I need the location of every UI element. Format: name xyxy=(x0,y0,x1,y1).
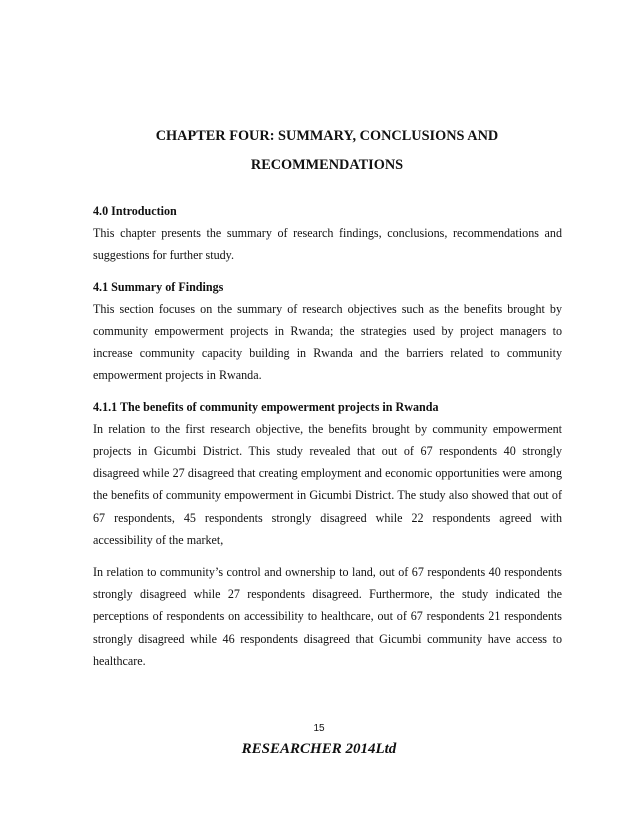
summary-paragraph: This section focuses on the summary of research objectives such as the benefits brought by community empowerment projects in Rwanda; the strategies used by project managers to increase community capacity building in Rwanda and the barriers related to community empowerment projects in Rwanda. xyxy=(93,301,562,383)
benefits-heading: 4.1.1 The benefits of community empowerment projects in Rwanda xyxy=(93,399,439,414)
page-number: 15 xyxy=(313,723,325,734)
chapter-title-line1: CHAPTER FOUR: SUMMARY, CONCLUSIONS AND xyxy=(155,128,499,144)
summary-heading: 4.1 Summary of Findings xyxy=(93,279,224,294)
intro-paragraph: This chapter presents the summary of research findings, conclusions, recommendations and suggestions for further study. xyxy=(93,226,562,263)
benefits-paragraph-1: In relation to the first research objective, the benefits brought by community empowerment projects in Gicumbi District. This study revealed that out of 67 respondents 40 strongly disagreed while 27 disagreed that creating employment and economic opportunities were among the benefits of community empowerment in Gicumbi District. The study also showed that out of 67 respondents, 45 respondents strongly disagreed while 22 respondents agreed with accessibility of the market, xyxy=(93,421,562,547)
chapter-title xyxy=(80,122,574,180)
benefits-paragraph-2: In relation to community’s control and ownership to land, out of 67 respondents 40 respondents strongly disagreed while 27 respondents disagreed. Furthermore, the study indicated the perceptions of respondents on accessibility to healthcare, out of 67 respondents 21 respondents strongly disagreed while 46 respondents disagreed that Gicumbi community have access to healthcare. xyxy=(93,565,562,668)
chapter-title-line2: RECOMMENDATIONS xyxy=(250,157,404,173)
document-body xyxy=(93,200,562,672)
intro-heading: 4.0 Introduction xyxy=(93,204,177,218)
footer-brand: RESEARCHER 2014Ltd xyxy=(241,741,397,757)
